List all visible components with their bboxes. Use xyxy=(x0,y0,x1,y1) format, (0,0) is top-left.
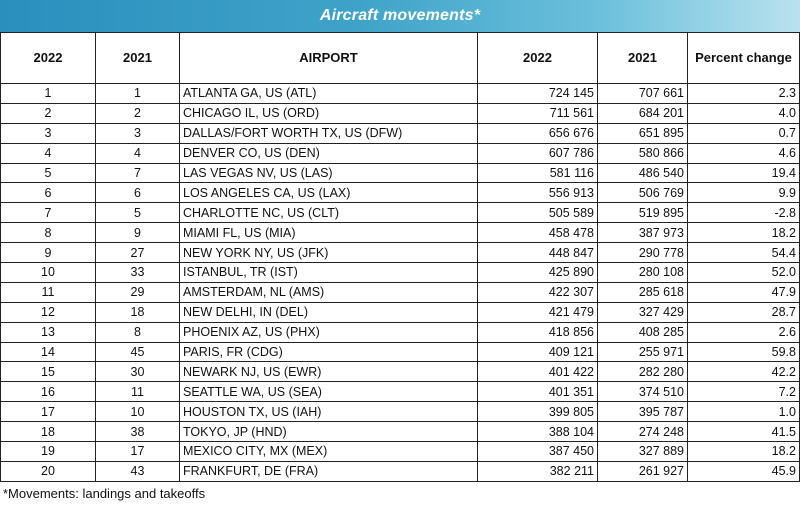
movements-2021-cell: 261 927 xyxy=(598,461,688,481)
table-row xyxy=(1,322,800,342)
airport-cell: CHICAGO IL, US (ORD) xyxy=(180,103,478,123)
rank-2022-cell: 13 xyxy=(1,322,96,342)
percent-change-cell: 54.4 xyxy=(688,243,800,263)
table-row xyxy=(1,402,800,422)
airport-cell: TOKYO, JP (HND) xyxy=(180,422,478,442)
movements-2022-cell: 656 676 xyxy=(478,123,598,143)
rank-2021-cell: 8 xyxy=(96,322,180,342)
rank-2021-cell: 18 xyxy=(96,302,180,322)
movements-2021-cell: 707 661 xyxy=(598,84,688,104)
percent-change-cell: 9.9 xyxy=(688,183,800,203)
movements-2021-cell: 274 248 xyxy=(598,422,688,442)
percent-change-cell: 41.5 xyxy=(688,422,800,442)
movements-2021-cell: 374 510 xyxy=(598,382,688,402)
percent-change-cell: 52.0 xyxy=(688,263,800,283)
rank-2021-cell: 6 xyxy=(96,183,180,203)
rank-2022-cell: 4 xyxy=(1,143,96,163)
percent-change-cell: 4.0 xyxy=(688,103,800,123)
movements-2022-cell: 401 422 xyxy=(478,362,598,382)
table-row xyxy=(1,422,800,442)
movements-2021-cell: 290 778 xyxy=(598,243,688,263)
airport-cell: ISTANBUL, TR (IST) xyxy=(180,263,478,283)
movements-2022-cell: 458 478 xyxy=(478,223,598,243)
movements-2021-cell: 486 540 xyxy=(598,163,688,183)
movements-2021-cell: 519 895 xyxy=(598,203,688,223)
table-title: Aircraft movements* xyxy=(0,0,800,32)
percent-change-cell: 0.7 xyxy=(688,123,800,143)
rank-2021-cell: 45 xyxy=(96,342,180,362)
movements-2021-cell: 684 201 xyxy=(598,103,688,123)
movements-2022-cell: 724 145 xyxy=(478,84,598,104)
rank-2021-cell: 9 xyxy=(96,223,180,243)
airport-cell: MEXICO CITY, MX (MEX) xyxy=(180,442,478,462)
movements-2021-cell: 580 866 xyxy=(598,143,688,163)
header-row xyxy=(1,33,800,84)
movements-2022-cell: 711 561 xyxy=(478,103,598,123)
footnote: *Movements: landings and takeoffs xyxy=(3,485,206,501)
percent-change-cell: 18.2 xyxy=(688,223,800,243)
movements-2021-cell: 282 280 xyxy=(598,362,688,382)
table-row xyxy=(1,342,800,362)
movements-2022-cell: 505 589 xyxy=(478,203,598,223)
movements-2021-cell: 408 285 xyxy=(598,322,688,342)
movements-2021-cell: 327 429 xyxy=(598,302,688,322)
rank-2022-cell: 20 xyxy=(1,461,96,481)
movements-2022-cell: 556 913 xyxy=(478,183,598,203)
rank-2022-cell: 10 xyxy=(1,263,96,283)
percent-change-cell: 28.7 xyxy=(688,302,800,322)
rank-2021-cell: 5 xyxy=(96,203,180,223)
rank-2022-cell: 1 xyxy=(1,84,96,104)
airport-cell: LOS ANGELES CA, US (LAX) xyxy=(180,183,478,203)
rank-2021-cell: 1 xyxy=(96,84,180,104)
header-movements-2022: 2022 xyxy=(478,33,598,84)
movements-2022-cell: 421 479 xyxy=(478,302,598,322)
rank-2021-cell: 10 xyxy=(96,402,180,422)
rank-2021-cell: 33 xyxy=(96,263,180,283)
airport-cell: DENVER CO, US (DEN) xyxy=(180,143,478,163)
movements-2022-cell: 409 121 xyxy=(478,342,598,362)
movements-2022-cell: 425 890 xyxy=(478,263,598,283)
header-rank-2022: 2022 xyxy=(1,33,96,84)
table-body xyxy=(1,84,800,482)
percent-change-cell: 18.2 xyxy=(688,442,800,462)
airport-cell: HOUSTON TX, US (IAH) xyxy=(180,402,478,422)
table-row xyxy=(1,103,800,123)
airport-cell: PHOENIX AZ, US (PHX) xyxy=(180,322,478,342)
percent-change-cell: 7.2 xyxy=(688,382,800,402)
rank-2022-cell: 7 xyxy=(1,203,96,223)
rank-2022-cell: 9 xyxy=(1,243,96,263)
table-row xyxy=(1,382,800,402)
table-row xyxy=(1,123,800,143)
rank-2022-cell: 19 xyxy=(1,442,96,462)
movements-2022-cell: 607 786 xyxy=(478,143,598,163)
percent-change-cell: 19.4 xyxy=(688,163,800,183)
rank-2021-cell: 2 xyxy=(96,103,180,123)
header-percent-change: Percent change xyxy=(688,33,800,84)
movements-2022-cell: 581 116 xyxy=(478,163,598,183)
header-movements-2021: 2021 xyxy=(598,33,688,84)
airport-cell: SEATTLE WA, US (SEA) xyxy=(180,382,478,402)
movements-2022-cell: 401 351 xyxy=(478,382,598,402)
rank-2022-cell: 6 xyxy=(1,183,96,203)
table-row xyxy=(1,84,800,104)
rank-2022-cell: 17 xyxy=(1,402,96,422)
rank-2022-cell: 16 xyxy=(1,382,96,402)
rank-2022-cell: 15 xyxy=(1,362,96,382)
airport-cell: MIAMI FL, US (MIA) xyxy=(180,223,478,243)
percent-change-cell: -2.8 xyxy=(688,203,800,223)
table-row xyxy=(1,203,800,223)
movements-2021-cell: 255 971 xyxy=(598,342,688,362)
movements-2022-cell: 418 856 xyxy=(478,322,598,342)
airport-cell: NEW DELHI, IN (DEL) xyxy=(180,302,478,322)
table-row xyxy=(1,163,800,183)
movements-2022-cell: 399 805 xyxy=(478,402,598,422)
movements-2021-cell: 280 108 xyxy=(598,263,688,283)
rank-2021-cell: 4 xyxy=(96,143,180,163)
rank-2022-cell: 18 xyxy=(1,422,96,442)
movements-2022-cell: 387 450 xyxy=(478,442,598,462)
table-row xyxy=(1,442,800,462)
header-airport: AIRPORT xyxy=(180,33,478,84)
percent-change-cell: 59.8 xyxy=(688,342,800,362)
rank-2022-cell: 3 xyxy=(1,123,96,143)
rank-2021-cell: 27 xyxy=(96,243,180,263)
movements-2021-cell: 395 787 xyxy=(598,402,688,422)
movements-2022-cell: 448 847 xyxy=(478,243,598,263)
airport-cell: CHARLOTTE NC, US (CLT) xyxy=(180,203,478,223)
percent-change-cell: 47.9 xyxy=(688,282,800,302)
rank-2021-cell: 38 xyxy=(96,422,180,442)
movements-2022-cell: 382 211 xyxy=(478,461,598,481)
movements-2021-cell: 506 769 xyxy=(598,183,688,203)
movements-2021-cell: 651 895 xyxy=(598,123,688,143)
percent-change-cell: 2.6 xyxy=(688,322,800,342)
airport-cell: NEWARK NJ, US (EWR) xyxy=(180,362,478,382)
airport-cell: PARIS, FR (CDG) xyxy=(180,342,478,362)
airport-cell: DALLAS/FORT WORTH TX, US (DFW) xyxy=(180,123,478,143)
table-row xyxy=(1,282,800,302)
percent-change-cell: 45.9 xyxy=(688,461,800,481)
rank-2022-cell: 14 xyxy=(1,342,96,362)
movements-2021-cell: 327 889 xyxy=(598,442,688,462)
aircraft-movements-table xyxy=(0,32,800,482)
table-row xyxy=(1,362,800,382)
rank-2021-cell: 11 xyxy=(96,382,180,402)
airport-cell: AMSTERDAM, NL (AMS) xyxy=(180,282,478,302)
table-header xyxy=(1,33,800,84)
rank-2021-cell: 43 xyxy=(96,461,180,481)
table-row xyxy=(1,183,800,203)
table-row xyxy=(1,302,800,322)
rank-2022-cell: 12 xyxy=(1,302,96,322)
movements-2021-cell: 387 973 xyxy=(598,223,688,243)
airport-cell: LAS VEGAS NV, US (LAS) xyxy=(180,163,478,183)
airport-cell: FRANKFURT, DE (FRA) xyxy=(180,461,478,481)
table-row xyxy=(1,143,800,163)
table-row xyxy=(1,243,800,263)
table-row xyxy=(1,223,800,243)
airport-cell: ATLANTA GA, US (ATL) xyxy=(180,84,478,104)
header-rank-2021: 2021 xyxy=(96,33,180,84)
movements-2021-cell: 285 618 xyxy=(598,282,688,302)
rank-2022-cell: 8 xyxy=(1,223,96,243)
rank-2021-cell: 7 xyxy=(96,163,180,183)
rank-2022-cell: 11 xyxy=(1,282,96,302)
rank-2021-cell: 3 xyxy=(96,123,180,143)
rank-2021-cell: 17 xyxy=(96,442,180,462)
table-row xyxy=(1,461,800,481)
movements-2022-cell: 422 307 xyxy=(478,282,598,302)
percent-change-cell: 1.0 xyxy=(688,402,800,422)
table-row xyxy=(1,263,800,283)
movements-2022-cell: 388 104 xyxy=(478,422,598,442)
rank-2021-cell: 30 xyxy=(96,362,180,382)
percent-change-cell: 2.3 xyxy=(688,84,800,104)
rank-2022-cell: 2 xyxy=(1,103,96,123)
airport-cell: NEW YORK NY, US (JFK) xyxy=(180,243,478,263)
percent-change-cell: 4.6 xyxy=(688,143,800,163)
percent-change-cell: 42.2 xyxy=(688,362,800,382)
rank-2022-cell: 5 xyxy=(1,163,96,183)
rank-2021-cell: 29 xyxy=(96,282,180,302)
